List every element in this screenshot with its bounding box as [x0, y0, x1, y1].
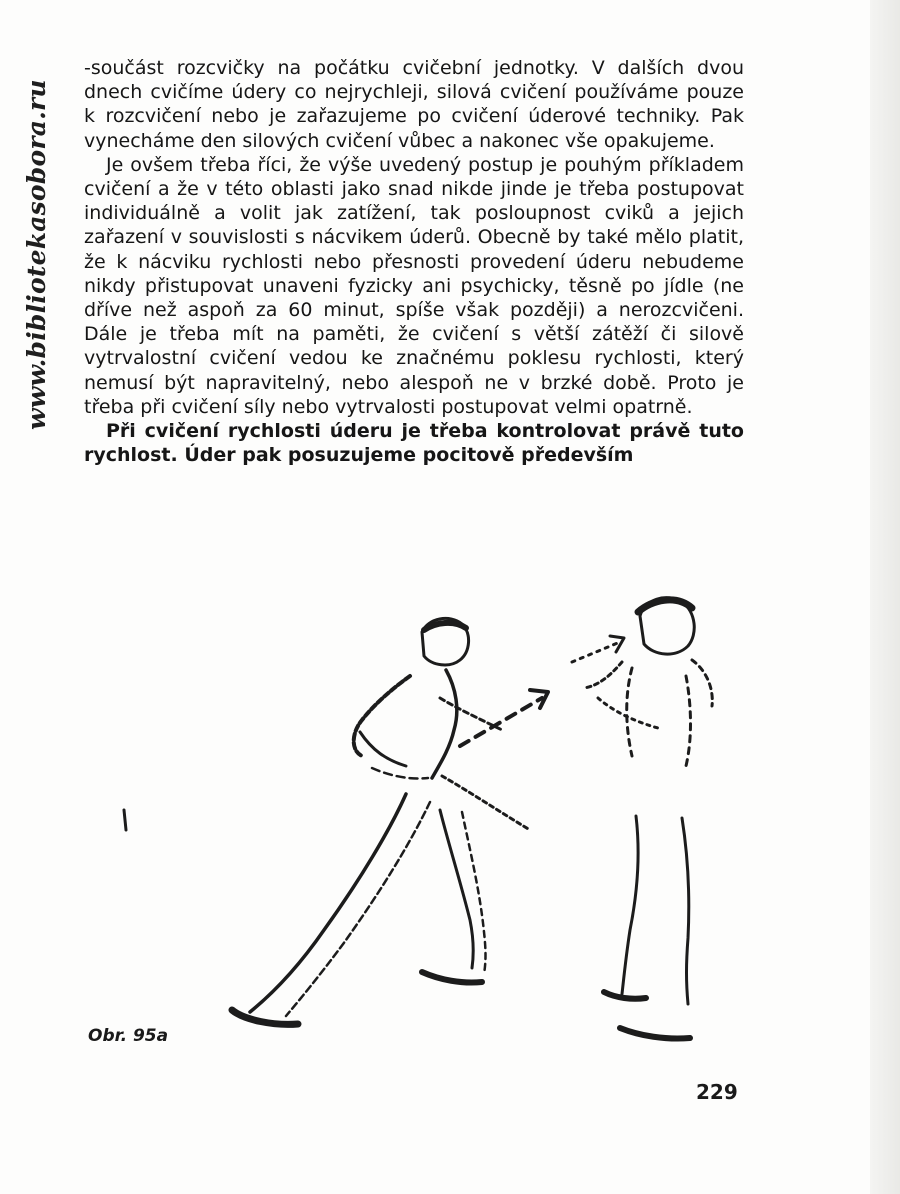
- figure-caption: Obr. 95a: [88, 1026, 169, 1046]
- paragraph-3: Při cvičení rychlosti úderu je třeba kontrolovat právě tuto rychlost. Úder pak posuzujeme pocitově především: [84, 420, 744, 467]
- page-number: 229: [696, 1080, 738, 1104]
- martial-arts-illustration: [110, 580, 750, 1050]
- attacker-figure: [232, 618, 530, 1024]
- defender-figure: [584, 598, 712, 1039]
- paragraph-2: Je ovšem třeba říci, že výše uvedený postup je pouhým příkladem cvičení a že v této oblasti jako snad nikde jinde je třeba postupovat individuálně a volit jak zatížení, tak posloupnost cviků a jejich zařazení v souvislosti s nácvikem úderů. Obecně by také mělo platit, že k nácviku rychlosti nebo přesnosti provedení úderu nebudeme nikdy přistupovat unaveni fyzicky ani psychicky, těsně po jídle (ne dříve než aspoň za 60 minut, spíše však později) a nerozcvičeni. Dále je třeba mít na paměti, že cvičení s větší zátěží či silově vytrvalostní cvičení vedou ke značnému poklesu rychlosti, který nemusí být napravitelný, nebo alespoň ne v brzké době. Proto je třeba při cvičení síly nebo vytrvalosti postupovat velmi opatrně.: [84, 153, 744, 418]
- watermark-text: www.bibliotekasobora.ru: [22, 79, 51, 430]
- body-text: [84, 56, 744, 467]
- paragraph-1: -součást rozcvičky na počátku cvičební jednotky. V dalších dvou dnech cvičíme údery co nejrychleji, silová cvičení používáme pouze k rozcvičení nebo je zařazujeme po cvičení úderové techniky. Pak vynecháme den silových cvičení vůbec a nakonec vše opakujeme.: [84, 57, 744, 152]
- scan-edge-shade: [870, 0, 900, 1194]
- trajectory-arrow: [460, 636, 624, 746]
